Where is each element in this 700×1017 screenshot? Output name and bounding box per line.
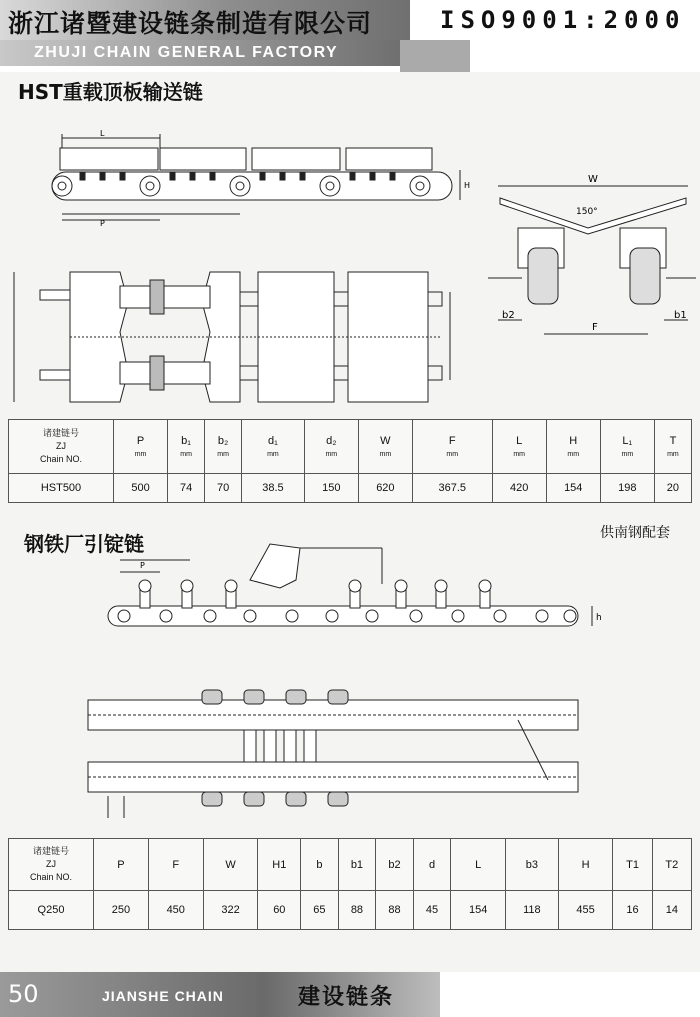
col-header: b₁ mm [168,420,205,474]
col-header: T1 [613,839,652,891]
cell: Q250 [9,891,94,930]
footer-brand: JIANSHE CHAIN [102,988,224,1004]
col-header: b₂ mm [205,420,242,474]
cell: 150 [304,474,358,503]
cell: 20 [654,474,691,503]
dummy-bar-spec-table [8,838,692,930]
header-cn: 诸建链号 [32,846,69,856]
col-header: W mm [358,420,412,474]
header-zj: ZJ [56,441,66,451]
page-footer [0,972,700,1017]
label-L: L [100,129,105,138]
company-name: 浙江诸暨建设链条制造有限公司 [8,9,373,38]
col-header: L [451,839,506,891]
cell: 88 [376,891,414,930]
factory-name: ZHUJI CHAIN GENERAL FACTORY [34,44,339,61]
col-header: b [301,839,339,891]
cell: 14 [652,891,691,930]
cell: 70 [205,474,242,503]
col-header: F [148,839,203,891]
page-number: 50 [8,980,39,1008]
cell: 500 [114,474,168,503]
page-header [0,0,700,72]
label-P: P [100,219,105,228]
label-H: H [464,181,471,190]
hst-spec-table [8,419,692,503]
col-header: T mm [654,420,691,474]
cell: 367.5 [412,474,492,503]
col-header: d [413,839,451,891]
dummy-bar-top-view-drawing [78,680,598,830]
cell: 16 [613,891,652,930]
col-header: b1 [338,839,376,891]
col-header: W [203,839,258,891]
cell: 250 [94,891,149,930]
header-accent [400,40,470,72]
label-F: F [592,322,598,333]
col-header: L mm [492,420,546,474]
cell: 65 [301,891,339,930]
col-header: b2 [376,839,414,891]
iso-certification: ISO9001:2000 [440,6,686,34]
col-header: H1 [258,839,301,891]
footer-brand-cn: 建设链条 [298,985,395,1010]
cell: 322 [203,891,258,930]
cell: 620 [358,474,412,503]
cell: 118 [506,891,559,930]
label-angle: 150° [576,207,598,217]
label-P2: P [140,561,145,570]
cell: 154 [546,474,600,503]
cell: 154 [451,891,506,930]
section2-title: 钢铁厂引锭链 [24,532,144,556]
cell: 88 [338,891,376,930]
col-header: P mm [114,420,168,474]
dummy-spec-data-row [9,891,692,930]
col-header: d₁ mm [242,420,305,474]
hst-chain-no-header [9,420,114,474]
col-header: H mm [546,420,600,474]
hst-end-view-drawing [488,168,698,343]
col-header: H [558,839,613,891]
label-W: W [588,174,598,185]
dummy-spec-header-row [9,839,692,891]
label-h: h [596,613,602,623]
header-chainno: Chain NO. [39,454,83,464]
cell: 450 [148,891,203,930]
dummy-chain-no-header [9,839,94,891]
cell: 74 [168,474,205,503]
cell: HST500 [9,474,114,503]
col-header: F mm [412,420,492,474]
col-header: T2 [652,839,691,891]
hst-spec-data-row [9,474,692,503]
col-header: d₂ mm [304,420,358,474]
header-cn: 诸建链号 [42,428,79,438]
hst-side-view-drawing [40,120,490,230]
cell: 38.5 [242,474,305,503]
cell: 45 [413,891,451,930]
dummy-bar-side-view-drawing [100,540,615,650]
cell: 60 [258,891,301,930]
supply-note: 供南钢配套 [600,525,670,541]
cell: 420 [492,474,546,503]
col-header: P [94,839,149,891]
cell: 198 [600,474,654,503]
section1-title: HST重载顶板输送链 [18,80,203,104]
header-zj: ZJ [46,859,56,869]
cell: 455 [558,891,613,930]
col-header: L₁ mm [600,420,654,474]
header-chainno: Chain NO. [29,872,73,882]
hst-top-view-drawing [10,262,480,412]
label-b2: b2 [502,310,515,321]
label-b1: b1 [674,310,687,321]
hst-spec-header-row [9,420,692,474]
col-header: b3 [506,839,559,891]
